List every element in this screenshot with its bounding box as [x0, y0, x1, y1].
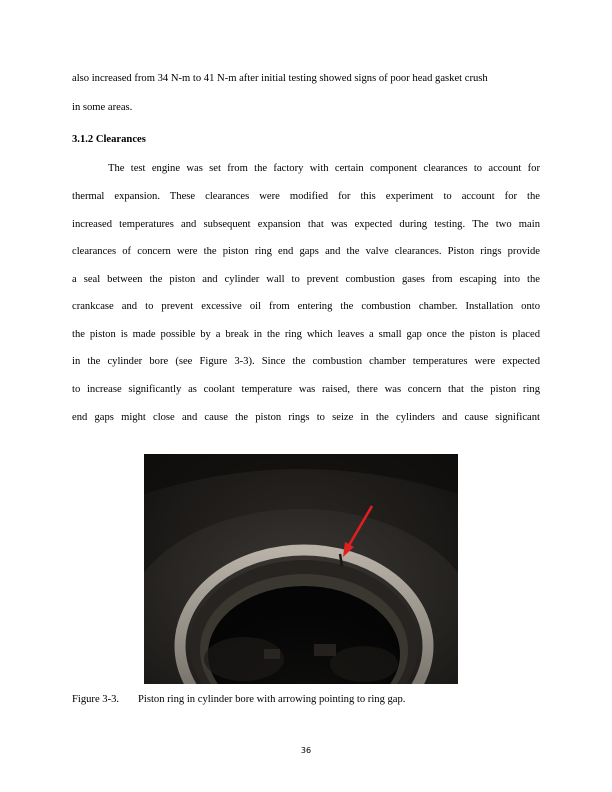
paragraph-line-9: to increase significantly as coolant temperature was raised, there was concern that the piston ring	[72, 384, 540, 395]
paragraph-line-4: clearances of concern were the piston ring end gaps and the valve clearances. Piston rings provide	[72, 246, 540, 257]
paragraph-line-6: crankcase and to prevent excessive oil from entering the combustion chamber. Installation onto	[72, 301, 540, 312]
paragraph-line-5: a seal between the piston and cylinder wall to prevent combustion gases from escaping into the	[72, 274, 540, 285]
continuation-line-1: also increased from 34 N-m to 41 N-m after initial testing showed signs of poor head gasket crush	[72, 73, 488, 84]
paragraph-line-2: thermal expansion. These clearances were modified for this experiment to account for the	[72, 191, 540, 202]
continuation-line-2: in some areas.	[72, 102, 133, 113]
piston-ring-photo	[144, 454, 458, 684]
section-heading: 3.1.2 Clearances	[72, 134, 146, 145]
page-number: 36	[300, 746, 312, 755]
figure-label: Figure 3-3.	[72, 694, 120, 705]
paragraph-line-7: the piston is made possible by a break in the ring which leaves a small gap once the piston is placed	[72, 329, 540, 340]
paragraph-line-10: end gaps might close and cause the piston rings to seize in the cylinders and cause significant	[72, 412, 540, 423]
figure-caption	[72, 694, 405, 705]
paragraph-line-3: increased temperatures and subsequent expansion that was expected during testing. The two main	[72, 219, 540, 230]
paragraph-line-8: in the cylinder bore (see Figure 3-3). Since the combustion chamber temperatures were expected	[72, 356, 540, 367]
figure-photo-piston-ring	[144, 454, 458, 684]
paragraph-line-1: The test engine was set from the factory with certain component clearances to account for	[108, 163, 540, 174]
figure-caption-text: Piston ring in cylinder bore with arrowing pointing to ring gap.	[138, 694, 406, 705]
